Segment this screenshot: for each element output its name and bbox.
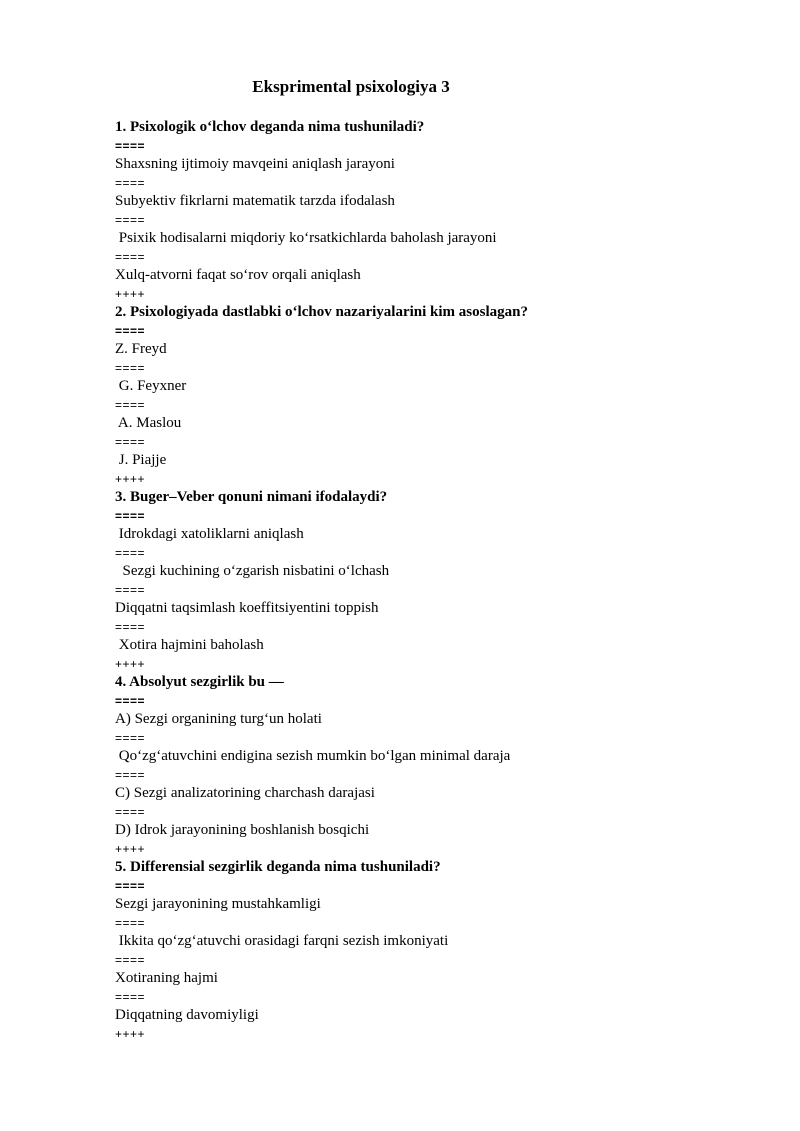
option-separator: ==== <box>115 582 146 597</box>
question-text: 1. Psixologik o‘lchov deganda nima tushuniladi? <box>115 119 425 135</box>
option-separator: ==== <box>115 323 146 338</box>
option-separator: ==== <box>115 952 146 967</box>
answer-option: Qo‘zg‘atuvchini endigina sezish mumkin bo‘lgan minimal daraja <box>115 748 511 764</box>
answer-option: Diqqatni taqsimlash koeffitsiyentini toppish <box>115 600 379 616</box>
answer-option: Diqqatning davomiyligi <box>115 1007 259 1023</box>
option-separator: ==== <box>115 619 146 634</box>
question-text: 4. Absolyut sezgirlik bu — <box>115 674 284 690</box>
answer-option: Xotira hajmini baholash <box>115 637 264 653</box>
answer-option: Sezgi kuchining o‘zgarish nisbatini o‘lchash <box>115 563 390 579</box>
option-separator: ==== <box>115 767 146 782</box>
answer-option: C) Sezgi analizatorining charchash darajasi <box>115 785 375 801</box>
question-list <box>115 118 755 1043</box>
answer-option: Xotiraning hajmi <box>115 970 218 986</box>
answer-option: Idrokdagi xatoliklarni aniqlash <box>115 526 304 542</box>
answer-option: D) Idrok jarayonining boshlanish bosqichi <box>115 822 370 838</box>
document-title: Eksprimental psixologiya 3 <box>252 77 450 96</box>
question-text: 3. Buger–Veber qonuni nimani ifodalaydi? <box>115 489 388 505</box>
option-separator: ==== <box>115 212 146 227</box>
option-separator: ==== <box>115 175 146 190</box>
answer-option: Shaxsning ijtimoiy mavqeini aniqlash jarayoni <box>115 156 395 172</box>
answer-option: Subyektiv fikrlarni matematik tarzda ifodalash <box>115 193 395 209</box>
answer-option: Psixik hodisalarni miqdoriy ko‘rsatkichlarda baholash jarayoni <box>115 230 497 246</box>
question-end-marker: ++++ <box>115 1026 146 1041</box>
option-separator: ==== <box>115 989 146 1004</box>
option-separator: ==== <box>115 138 146 153</box>
option-separator: ==== <box>115 730 146 745</box>
question-text: 2. Psixologiyada dastlabki o‘lchov nazariyalarini kim asoslagan? <box>115 304 528 320</box>
option-separator: ==== <box>115 915 146 930</box>
option-separator: ==== <box>115 397 146 412</box>
option-separator: ==== <box>115 434 146 449</box>
answer-option: Xulq-atvorni faqat so‘rov orqali aniqlash <box>115 267 361 283</box>
question-end-marker: ++++ <box>115 656 146 671</box>
option-separator: ==== <box>115 360 146 375</box>
question-end-marker: ++++ <box>115 286 146 301</box>
option-separator: ==== <box>115 545 146 560</box>
answer-option: G. Feyxner <box>115 378 187 394</box>
option-separator: ==== <box>115 804 146 819</box>
question-end-marker: ++++ <box>115 471 146 486</box>
answer-option: J. Piajje <box>115 452 167 468</box>
option-separator: ==== <box>115 878 146 893</box>
answer-option: Sezgi jarayonining mustahkamligi <box>115 896 321 912</box>
answer-option: Ikkita qo‘zg‘atuvchi orasidagi farqni sezish imkoniyati <box>115 933 449 949</box>
answer-option: A) Sezgi organining turg‘un holati <box>115 711 322 727</box>
option-separator: ==== <box>115 508 146 523</box>
option-separator: ==== <box>115 693 146 708</box>
option-separator: ==== <box>115 249 146 264</box>
question-end-marker: ++++ <box>115 841 146 856</box>
answer-option: Z. Freyd <box>115 341 167 357</box>
answer-option: A. Maslou <box>115 415 182 431</box>
question-text: 5. Differensial sezgirlik deganda nima tushuniladi? <box>115 859 441 875</box>
